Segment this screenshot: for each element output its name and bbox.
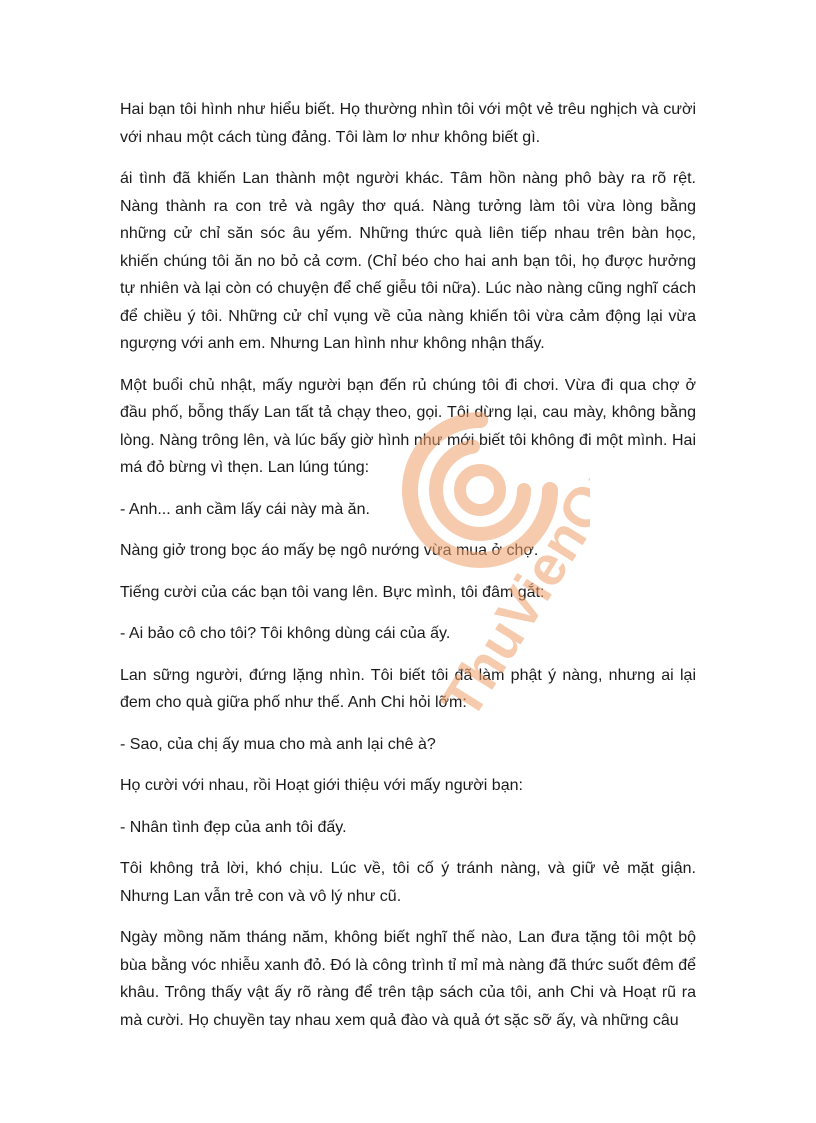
paragraph-8: Lan sững người, đứng lặng nhìn. Tôi biết tôi đã làm phật ý nàng, nhưng ai lại đem cho quà giữa phố như thế. Anh Chi hỏi lỡm:: [120, 666, 696, 711]
paragraph-10: Họ cười với nhau, rồi Hoạt giới thiệu với mấy người bạn:: [120, 777, 523, 794]
paragraph-6: Tiếng cười của các bạn tôi vang lên. Bực mình, tôi đâm gắt:: [120, 583, 545, 601]
paragraph-3: Một buổi chủ nhật, mấy người bạn đến rủ chúng tôi đi chơi. Vừa đi qua chợ ở đầu phố, bỗng thấy Lan tất tả chạy theo, gọi. Tôi dừng lại, cau mày, không bằng lòng. Nàng trông lên, và lúc bấy giờ hình như mới biết tôi không đi một mình. Hai má đỏ bừng vì thẹn. Lan lúng túng:: [120, 376, 696, 476]
paragraph-1: Hai bạn tôi hình như hiểu biết. Họ thường nhìn tôi với một vẻ trêu nghịch và cười với nhau một cách tùng đảng. Tôi làm lơ như không biết gì.: [120, 101, 696, 146]
watermark-text: ThuVienOnline: [428, 360, 590, 729]
paragraph-13: Ngày mồng năm tháng năm, không biết nghĩ thế nào, Lan đưa tặng tôi một bộ bùa bằng vóc nhiễu xanh đỏ. Đó là công trình tỉ mỉ mà nàng đã thức suốt đêm để khâu. Trông thấy vật ấy rõ ràng để trên tập sách của tôi, anh Chi và Hoạt rũ ra mà cười. Họ chuyền tay nhau xem quả đào và quả ớt sặc sỡ ấy, và những câu: [120, 929, 696, 1029]
paragraph-11: - Nhân tình đẹp của anh tôi đấy.: [120, 818, 347, 836]
paragraph-7: - Ai bảo cô cho tôi? Tôi không dùng cái của ấy.: [120, 625, 451, 642]
paragraph-4: - Anh... anh cầm lấy cái này mà ăn.: [120, 500, 370, 518]
paragraph-9: - Sao, của chị ấy mua cho mà anh lại chê à?: [120, 735, 436, 753]
paragraph-12: Tôi không trả lời, khó chịu. Lúc về, tôi cố ý tránh nàng, và giữ vẻ mặt giận. Nhưng Lan vẫn trẻ con và vô lý như cũ.: [120, 860, 696, 905]
document-page: [120, 96, 696, 1048]
paragraph-2: ái tình đã khiến Lan thành một người khác. Tâm hồn nàng phô bày ra rõ rệt. Nàng thành ra con trẻ và ngây thơ quá. Nàng tưởng làm tôi vừa lòng bằng những cử chỉ săn sóc âu yếm. Những thức quà liên tiếp nhau trên bàn học, khiến chúng tôi ăn no bỏ cả cơm. (Chỉ béo cho hai anh bạn tôi, họ được hưởng tự nhiên và lại còn có chuyện để chế giễu tôi nữa). Lúc nào nàng cũng nghĩ cách để chiều ý tôi. Những cử chỉ vụng về của nàng khiến tôi vừa cảm động lại vừa ngượng với anh em. Nhưng Lan hình như không nhận thấy.: [120, 170, 696, 352]
paragraph-5: Nàng giở trong bọc áo mấy bẹ ngô nướng vừa mua ở chợ.: [120, 542, 539, 559]
